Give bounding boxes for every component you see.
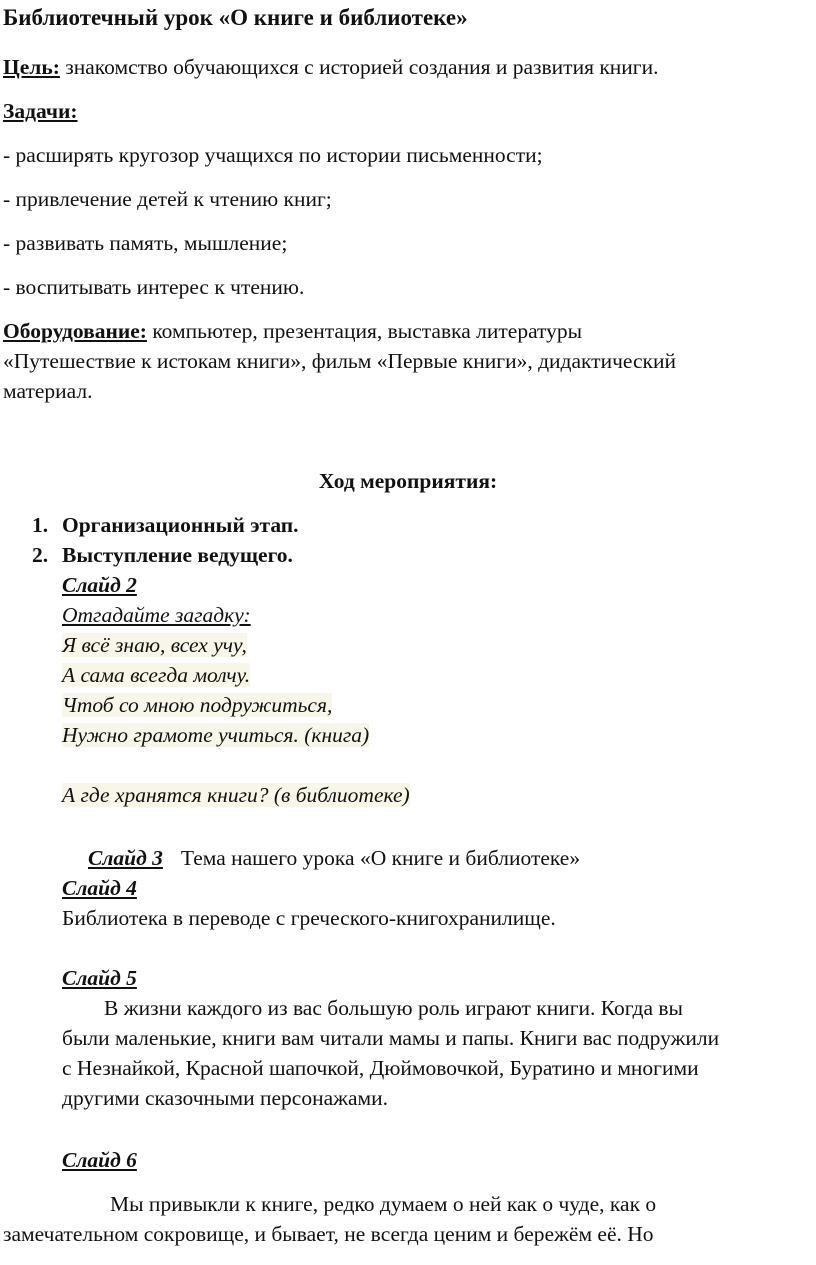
riddle-intro: Отгадайте загадку: <box>62 603 251 627</box>
slide-3-text: Тема нашего урока «О книге и библиотеке» <box>180 846 581 870</box>
slide-6-text: Мы привыкли к книге, редко думаем о ней как о чуде, как о <box>110 1192 657 1216</box>
slide-5-text: В жизни каждого из вас большую роль играют книги. Когда вы <box>104 996 683 1020</box>
task-item: - привлечение детей к чтению книг; <box>3 187 332 211</box>
step-label: Организационный этап. <box>62 513 299 537</box>
progress-heading: Ход мероприятия: <box>318 469 498 493</box>
slide-6-label: Слайд 6 <box>62 1148 137 1172</box>
equipment-text: материал. <box>3 379 93 403</box>
goal-line <box>3 53 659 81</box>
riddle-line: Чтоб со мною подружиться, <box>62 693 333 717</box>
slide-3-line <box>62 844 580 872</box>
step-item <box>32 541 293 569</box>
equipment-text: «Путешествие к истокам книги», фильм «Первые книги», дидактический <box>3 349 676 373</box>
riddle-question: А где хранятся книги? (в библиотеке) <box>62 783 410 807</box>
goal-label: Цель: <box>3 55 60 79</box>
tasks-label: Задачи: <box>3 99 78 123</box>
slide-3-label: Слайд 3 <box>88 846 163 870</box>
document-title: Библиотечный урок «О книге и библиотеке» <box>3 5 468 30</box>
step-number: 2. <box>32 543 49 567</box>
equipment-text: компьютер, презентация, выставка литературы <box>146 319 583 343</box>
slide-4-label: Слайд 4 <box>62 876 137 900</box>
task-item: - воспитывать интерес к чтению. <box>3 275 305 299</box>
equipment-line <box>3 317 582 345</box>
slide-5-text: с Незнайкой, Красной шапочкой, Дюймовочкой, Буратино и многими <box>62 1056 699 1080</box>
step-number: 1. <box>32 513 49 537</box>
slide-6-text: замечательном сокровище, и бывает, не всегда ценим и бережём её. Но <box>3 1222 654 1246</box>
step-item <box>32 511 299 539</box>
riddle-line: Я всё знаю, всех учу, <box>62 633 247 657</box>
riddle-line: А сама всегда молчу. <box>62 663 251 687</box>
equipment-label: Оборудование: <box>3 319 147 343</box>
slide-5-text: другими сказочными персонажами. <box>62 1086 389 1110</box>
task-item: - развивать память, мышление; <box>3 231 288 255</box>
goal-text: знакомство обучающихся с историей создания и развития книги. <box>59 55 659 79</box>
slide-4-text: Библиотека в переводе с греческого-книгохранилище. <box>62 906 556 930</box>
step-label: Выступление ведущего. <box>62 543 293 567</box>
slide-5-label: Слайд 5 <box>62 966 137 990</box>
slide-2-label: Слайд 2 <box>62 573 137 597</box>
riddle-line: Нужно грамоте учиться. (книга) <box>62 723 370 747</box>
task-item: - расширять кругозор учащихся по истории письменности; <box>3 143 543 167</box>
slide-5-text: были маленькие, книги вам читали мамы и папы. Книги вас подружили <box>62 1026 720 1050</box>
